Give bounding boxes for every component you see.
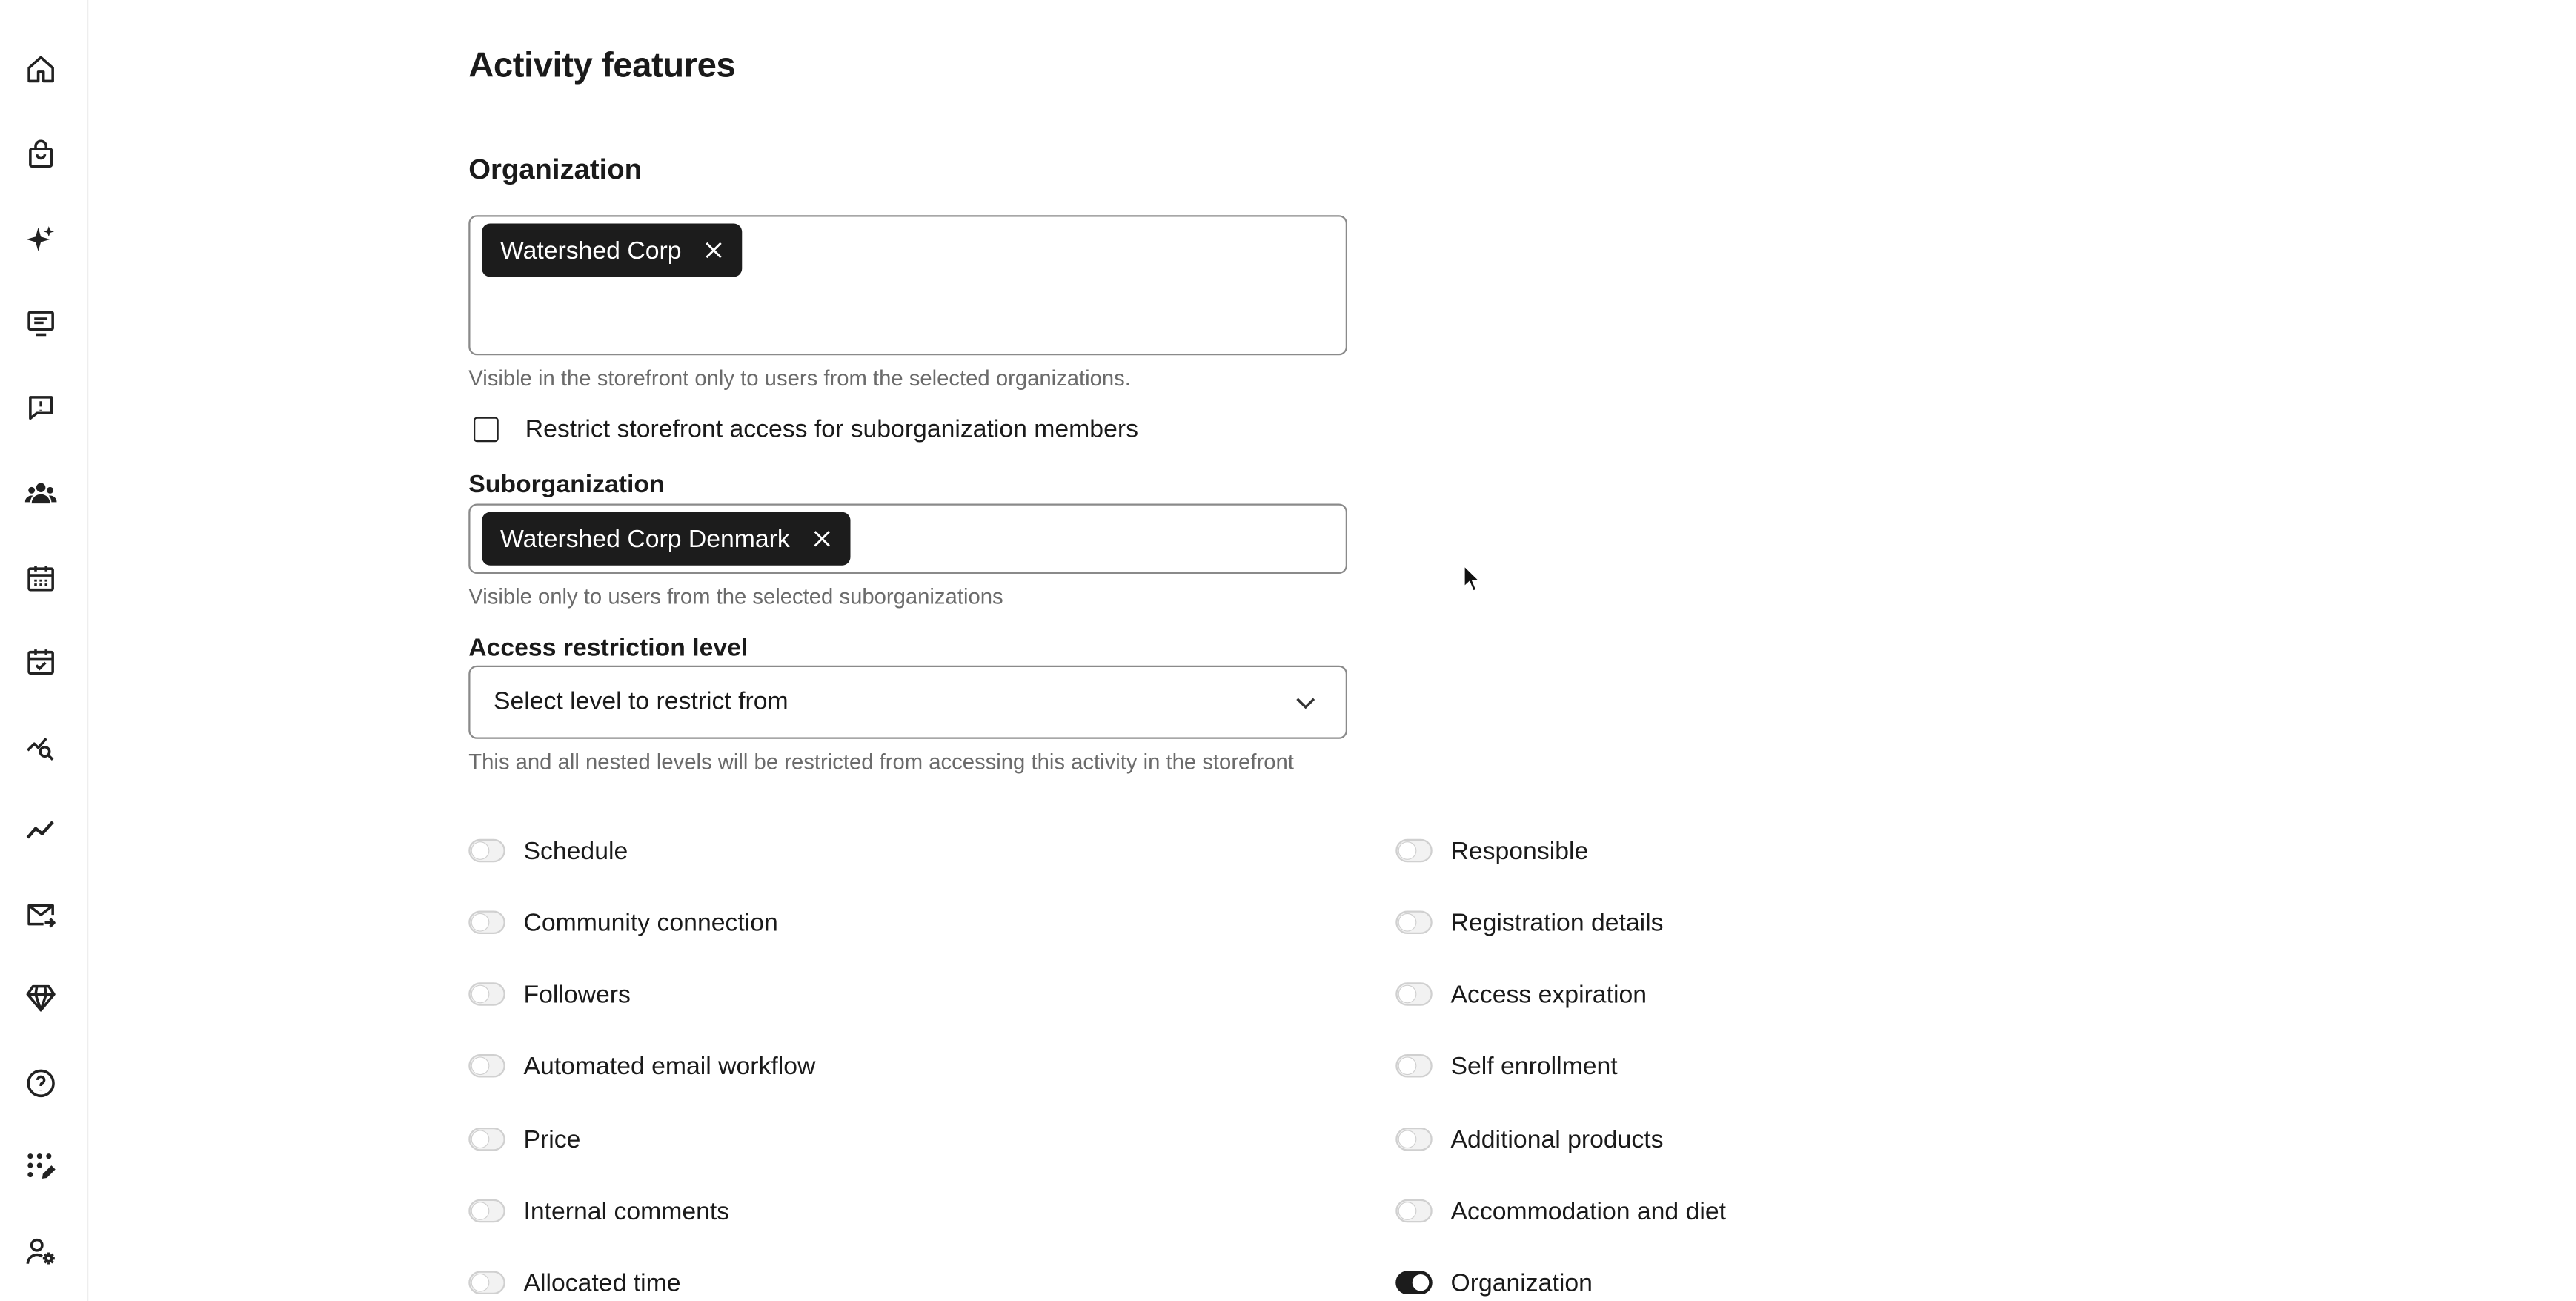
chart-search-icon[interactable] [21, 727, 59, 764]
organization-select[interactable] [468, 215, 1347, 355]
grid-edit-icon[interactable] [21, 1148, 59, 1185]
monitor-list-icon[interactable] [21, 304, 59, 341]
feature-toggle[interactable] [1395, 1054, 1433, 1078]
feature-toggle[interactable] [468, 911, 505, 935]
feature-label: Organization [1451, 1268, 1593, 1297]
feature-label: Responsible [1451, 836, 1589, 864]
suborganization-chip [482, 512, 850, 566]
trending-line-icon[interactable] [21, 811, 59, 848]
organization-chip [482, 224, 741, 277]
feature-label: Automated email workflow [524, 1052, 816, 1080]
help-circle-icon[interactable] [21, 1065, 59, 1102]
suborganization-chip-label: Watershed Corp Denmark [500, 525, 790, 553]
feature-schedule [468, 832, 628, 870]
feature-additional-products [1395, 1121, 1663, 1158]
feature-label: Followers [524, 980, 631, 1008]
feature-toggle[interactable] [1395, 982, 1433, 1006]
feature-community-connection [468, 904, 778, 941]
feature-label: Registration details [1451, 908, 1664, 936]
feature-toggle[interactable] [1395, 1271, 1433, 1295]
users-icon[interactable] [21, 474, 59, 511]
feature-responsible [1395, 832, 1588, 870]
calendar-icon[interactable] [21, 559, 59, 596]
feature-accommodation-and-diet [1395, 1193, 1726, 1230]
feature-allocated-time [468, 1265, 680, 1301]
sparkles-icon[interactable] [21, 220, 59, 257]
feature-followers [468, 976, 631, 1013]
feature-automated-email-workflow [468, 1047, 815, 1085]
organization-heading: Organization [468, 153, 642, 187]
feature-label: Community connection [524, 908, 778, 936]
restrict-suborg-row [474, 415, 1138, 443]
restrict-suborg-checkbox[interactable] [474, 417, 499, 443]
feature-price [468, 1121, 580, 1158]
feature-label: Additional products [1451, 1125, 1664, 1153]
remove-organization-icon[interactable] [701, 239, 725, 262]
feature-toggle[interactable] [468, 1054, 505, 1078]
feature-label: Allocated time [524, 1268, 681, 1297]
organization-help: Visible in the storefront only to users from the selected organizations. [468, 365, 1131, 391]
access-restriction-help: This and all nested levels will be restricted from accessing this activity in the storefront [468, 749, 1294, 774]
feature-label: Schedule [524, 836, 628, 864]
calendar-check-icon[interactable] [21, 642, 59, 679]
gem-icon[interactable] [21, 979, 59, 1016]
access-restriction-select[interactable] [468, 666, 1347, 739]
remove-suborganization-icon[interactable] [810, 527, 834, 551]
feature-toggle[interactable] [1395, 911, 1433, 935]
feature-organization [1395, 1265, 1593, 1301]
restrict-suborg-label: Restrict storefront access for suborganization members [525, 415, 1138, 443]
mouse-cursor-icon [1462, 564, 1482, 595]
access-restriction-placeholder: Select level to restrict from [494, 687, 789, 715]
feature-label: Accommodation and diet [1451, 1196, 1726, 1225]
feature-toggle[interactable] [468, 982, 505, 1006]
feature-label: Price [524, 1125, 581, 1153]
suborganization-help: Visible only to users from the selected suborganizations [468, 584, 1003, 609]
feature-internal-comments [468, 1193, 729, 1230]
suborganization-select[interactable] [468, 504, 1347, 575]
suborganization-label: Suborganization [468, 471, 664, 499]
feature-toggle[interactable] [1395, 839, 1433, 863]
feature-access-expiration [1395, 976, 1647, 1013]
access-restriction-label: Access restriction level [468, 634, 748, 662]
message-alert-icon[interactable] [21, 388, 59, 426]
mail-send-icon[interactable] [21, 896, 59, 933]
chevron-down-icon [1294, 691, 1318, 715]
feature-label: Self enrollment [1451, 1052, 1618, 1080]
feature-toggle[interactable] [468, 839, 505, 863]
feature-registration-details [1395, 904, 1663, 941]
feature-toggle[interactable] [468, 1199, 505, 1223]
feature-toggle[interactable] [468, 1128, 505, 1151]
feature-label: Internal comments [524, 1196, 730, 1225]
shopping-bag-icon[interactable] [21, 135, 59, 172]
organization-chip-label: Watershed Corp [500, 236, 681, 264]
page-title: Activity features [468, 47, 735, 87]
feature-toggle[interactable] [1395, 1128, 1433, 1151]
feature-toggle[interactable] [1395, 1199, 1433, 1223]
feature-self-enrollment [1395, 1047, 1617, 1085]
feature-label: Access expiration [1451, 980, 1647, 1008]
home-icon[interactable] [21, 50, 59, 87]
feature-toggle[interactable] [468, 1271, 505, 1295]
user-settings-icon[interactable] [21, 1233, 59, 1270]
sidebar [0, 0, 88, 1301]
